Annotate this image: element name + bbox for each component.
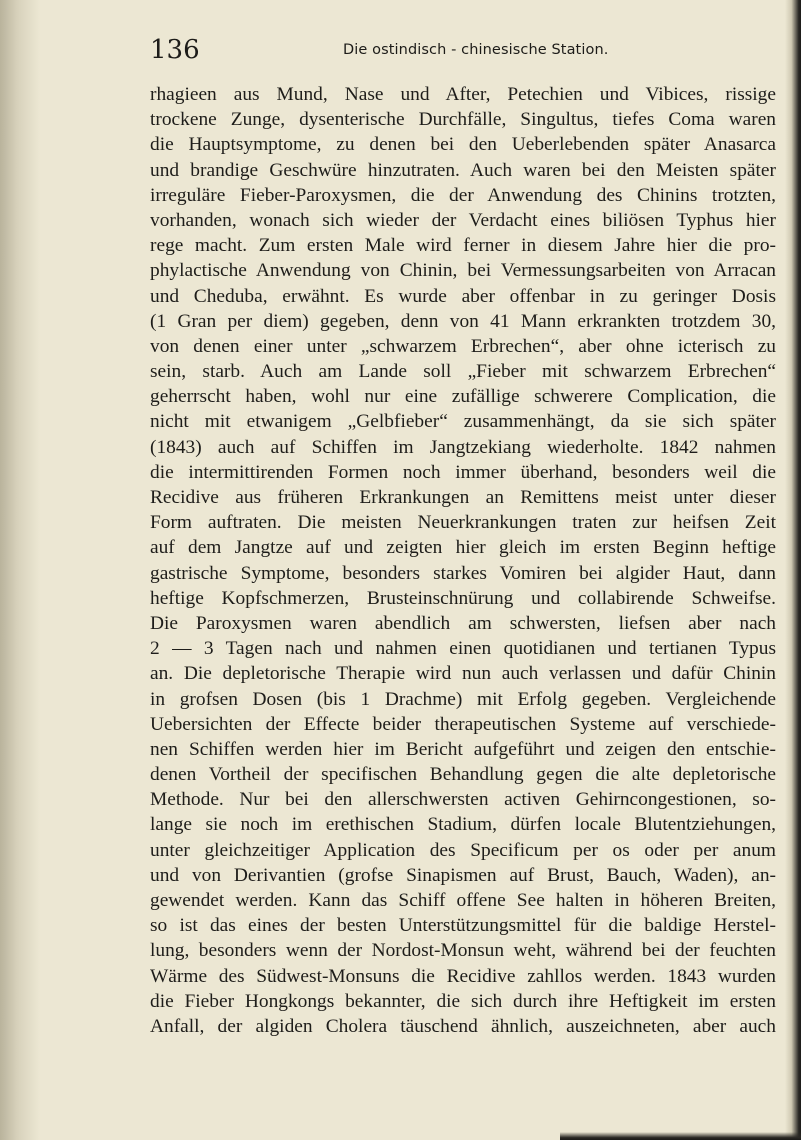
text-line: und von Derivantien (grofse Sinapismen auf Brust, Bauch, Waden), an- xyxy=(150,864,776,886)
text-line: Recidive aus früheren Erkrankungen an Remittens meist unter dieser xyxy=(150,487,776,508)
text-line: lange sie noch im erethischen Stadium, dürfen locale Blutentziehungen, xyxy=(150,814,776,836)
text-line: Die Paroxysmen waren abendlich am schwersten, liefsen aber nach xyxy=(150,612,776,634)
text-line: Anfall, der algiden Cholera täuschend ähnlich, auszeichneten, aber auch xyxy=(150,1015,776,1037)
text-line: 2 — 3 Tagen nach und nahmen einen quotidianen und tertianen Typus xyxy=(150,638,776,660)
text-line: nicht mit etwanigem „Gelbfieber“ zusammenhängt, da sie sich später xyxy=(150,411,776,433)
text-line: von denen einer unter „schwarzem Erbrechen“, aber ohne icterisch zu xyxy=(150,335,776,357)
text-line: die intermittirenden Formen noch immer überhand, besonders weil die xyxy=(150,461,776,483)
text-line: (1843) auch auf Schiffen im Jangtzekiang wiederholte. 1842 nahmen xyxy=(150,436,776,458)
text-line: die Hauptsymptome, zu denen bei den Ueberlebenden später Anasarca xyxy=(150,134,776,156)
page-bottom-shadow xyxy=(560,1132,801,1140)
text-line: geherrscht haben, wohl nur eine zufällige schwerere Complication, die xyxy=(150,386,776,408)
text-line: (1 Gran per diem) gegeben, denn von 41 Mann erkrankten trotzdem 30, xyxy=(150,310,776,332)
text-line: trockene Zunge, dysenterische Durchfälle, Singultus, tiefes Coma waren xyxy=(150,109,776,131)
text-line: Wärme des Südwest-Monsuns die Recidive zahllos werden. 1843 wurden xyxy=(150,965,776,987)
text-line: phylactische Anwendung von Chinin, bei Vermessungsarbeiten von Arracan xyxy=(150,260,776,282)
text-line: rhagieen aus Mund, Nase und After, Petechien und Vibices, rissige xyxy=(150,84,776,105)
text-line: Form auftraten. Die meisten Neuerkrankungen traten zur heifsen Zeit xyxy=(150,512,776,534)
page-header xyxy=(150,30,790,70)
text-line: nen Schiffen werden hier im Bericht aufgeführt und zeigen den entschie- xyxy=(150,738,776,760)
text-line: rege macht. Zum ersten Male wird ferner in diesem Jahre hier die pro- xyxy=(150,235,776,257)
body-text xyxy=(150,82,776,1039)
text-line: gastrische Symptome, besonders starkes Vomiren bei algider Haut, dann xyxy=(150,562,776,584)
running-title: Die ostindisch - chinesische Station. xyxy=(343,42,609,58)
page-gutter-shadow xyxy=(0,0,40,1140)
text-line: sein, starb. Auch am Lande soll „Fieber mit schwarzem Erbrechen“ xyxy=(150,361,776,383)
text-line: die Fieber Hongkongs bekannter, die sich durch ihre Heftigkeit im ersten xyxy=(150,990,776,1012)
text-line: in grofsen Dosen (bis 1 Drachme) mit Erfolg gegeben. Vergleichende xyxy=(150,688,776,710)
text-line: denen Vortheil der specifischen Behandlung gegen die alte depletorische xyxy=(150,764,776,786)
text-line: und brandige Geschwüre hinzutraten. Auch waren bei den Meisten später xyxy=(150,159,776,181)
text-line: Uebersichten der Effecte beider therapeutischen Systeme auf verschiede- xyxy=(150,713,776,735)
text-line: unter gleichzeitiger Application des Specificum per os oder per anum xyxy=(150,839,776,861)
text-line: so ist das eines der besten Unterstützungsmittel für die baldige Herstel- xyxy=(150,915,776,937)
page-number: 136 xyxy=(150,35,200,65)
text-line: auf dem Jangtze auf und zeigten hier gleich im ersten Beginn heftige xyxy=(150,537,776,559)
text-line: lung, besonders wenn der Nordost-Monsun weht, während bei der feuchten xyxy=(150,940,776,962)
text-line: an. Die depletorische Therapie wird nun auch verlassen und dafür Chinin xyxy=(150,663,776,685)
text-line: gewendet werden. Kann das Schiff offene See halten in höheren Breiten, xyxy=(150,890,776,911)
text-line: vorhanden, wonach sich wieder der Verdacht eines biliösen Typhus hier xyxy=(150,209,776,231)
text-line: und Cheduba, erwähnt. Es wurde aber offenbar in zu geringer Dosis xyxy=(150,285,776,307)
text-line: Methode. Nur bei den allerschwersten activen Gehirncongestionen, so- xyxy=(150,789,776,811)
text-line: irreguläre Fieber-Paroxysmen, die der Anwendung des Chinins trotzten, xyxy=(150,184,776,206)
text-line: heftige Kopfschmerzen, Brusteinschnürung und collabirende Schweifse. xyxy=(150,587,776,609)
page-edge-shadow xyxy=(785,0,801,1140)
